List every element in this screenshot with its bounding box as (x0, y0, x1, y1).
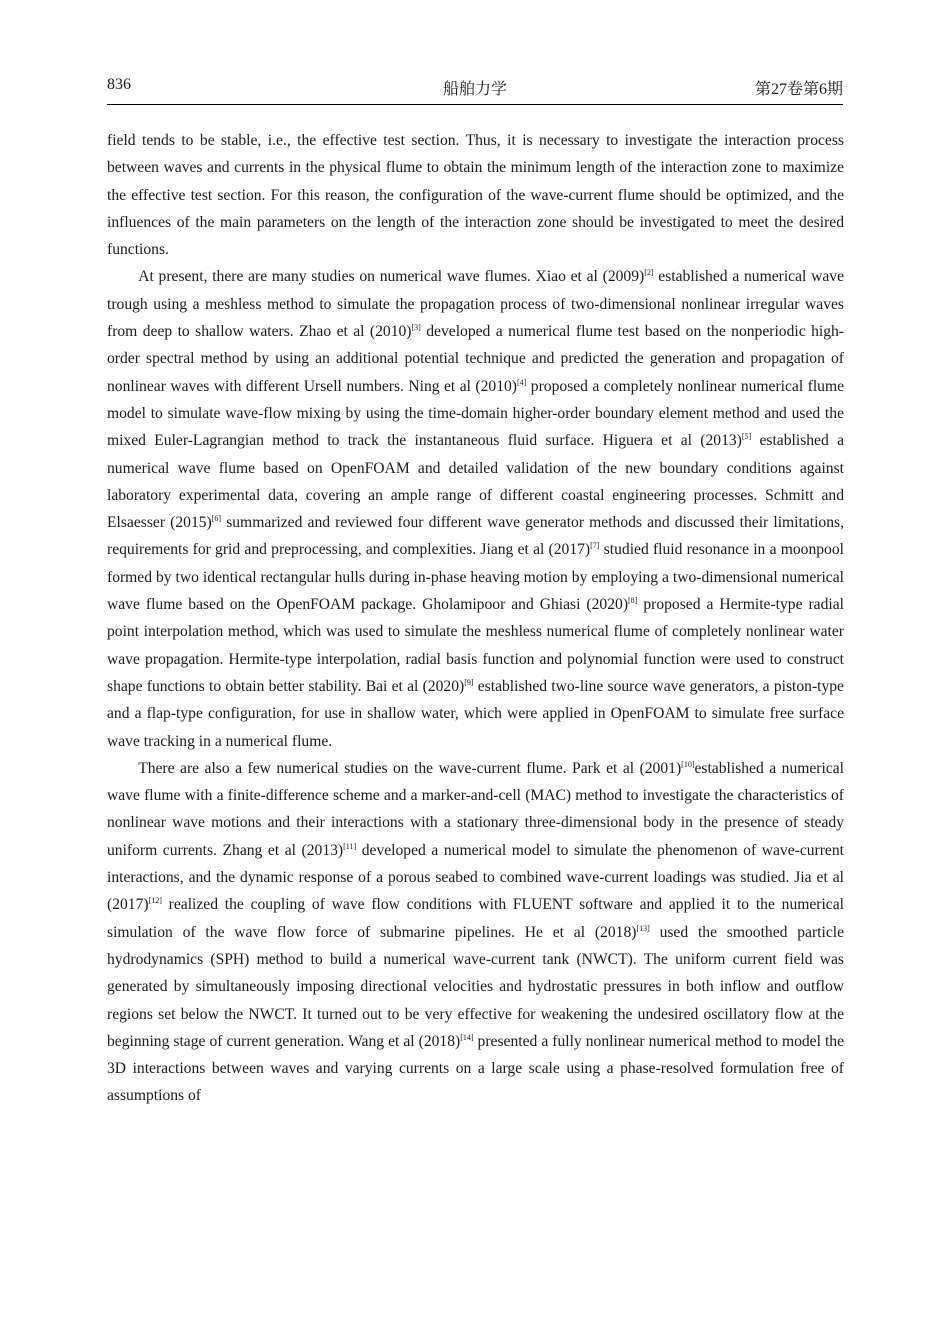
header-rule (107, 104, 843, 105)
paragraph: At present, there are many studies on numerical wave flumes. Xiao et al (2009)[2] established a numerical wave trough using a meshless method to simulate the propagation process of two-dimensional nonlinear irregular waves from deep to shallow waters. Zhao et al (2010)[3] developed a numerical flume test based on the nonperiodic high-order spectral method by using an additional potential technique and predicted the generation and propagation of nonlinear waves with different Ursell numbers. Ning et al (2010)[4] proposed a completely nonlinear numerical flume model to simulate wave-flow mixing by using the time-domain higher-order boundary element method and used the mixed Euler-Lagrangian method to track the instantaneous fluid surface. Higuera et al (2013)[5] established a numerical wave flume based on OpenFOAM and detailed validation of the new boundary conditions against laboratory experimental data, covering an ample range of different coastal engineering processes. Schmitt and Elsaesser (2015)[6] summarized and reviewed four different wave generator methods and discussed their limitations, requirements for grid and preprocessing, and complexities. Jiang et al (2017)[7] studied fluid resonance in a moonpool formed by two identical rectangular hulls during in-phase heaving motion by employing a two-dimensional numerical wave flume based on the OpenFOAM package. Gholamipoor and Ghiasi (2020)[8] proposed a Hermite-type radial point interpolation method, which was used to simulate the meshless numerical flume of completely nonlinear water wave propagation. Hermite-type interpolation, radial basis function and polynomial function were used to construct shape functions to obtain better stability. Bai et al (2020)[9] established two-line source wave generators, a piston-type and a flap-type configuration, for use in shallow water, which were applied in OpenFOAM to simulate free surface wave tracking in a numerical flume. (107, 268, 844, 750)
issue-info: 第27卷第6期 (754, 81, 843, 98)
citation-ref: [7] (590, 541, 600, 551)
citation-ref: [3] (411, 323, 421, 333)
paragraph: There are also a few numerical studies on the wave-current flume. Park et al (2001)[10]established a numerical wave flume with a finite-difference scheme and a marker-and-cell (MAC) method to investigate the characteristics of nonlinear wave motions and their interactions with a stationary three-dimensional body in the presence of steady uniform currents. Zhang et al (2013)[11] developed a numerical model to simulate the phenomenon of wave-current interactions, and the dynamic response of a porous seabed to combined wave-current loadings was studied. Jia et al (2017)[12] realized the coupling of wave flow conditions with FLUENT software and applied it to the numerical simulation of the wave flow force of submarine pipelines. He et al (2018)[13] used the smoothed particle hydrodynamics (SPH) method to build a numerical wave-current tank (NWCT). The uniform current field was generated by simultaneously imposing directional velocities and hydrostatic pressures in both inflow and outflow regions set below the NWCT. It turned out to be very effective for weakening the undesired oscillatory flow at the beginning stage of current generation. Wang et al (2018)[14] presented a fully nonlinear numerical method to model the 3D interactions between waves and varying currents on a large scale using a phase-resolved formulation free of assumptions of (107, 759, 845, 1105)
journal-title: 船舶力学 (442, 81, 507, 98)
citation-ref: [10] (681, 759, 695, 769)
citation-ref: [5] (741, 432, 752, 442)
citation-ref: [12] (148, 896, 162, 906)
citation-ref: [11] (343, 841, 357, 851)
citation-ref: [2] (644, 268, 654, 278)
body-text (107, 127, 844, 1110)
citation-ref: [9] (464, 677, 474, 687)
citation-ref: [6] (211, 514, 222, 524)
citation-ref: [14] (460, 1032, 474, 1042)
running-header (107, 74, 843, 102)
page-number: 836 (107, 76, 131, 93)
paragraph: field tends to be stable, i.e., the effective test section. Thus, it is necessary to investigate the interaction process between waves and currents in the physical flume to obtain the minimum length of the interaction zone to maximize the effective test section. For this reason, the configuration of the wave-current flume should be optimized, and the influences of the main parameters on the length of the interaction zone should be investigated to meet the desired functions. (107, 132, 844, 259)
citation-ref: [8] (628, 596, 638, 606)
citation-ref: [4] (517, 377, 527, 387)
citation-ref: [13] (636, 923, 650, 933)
